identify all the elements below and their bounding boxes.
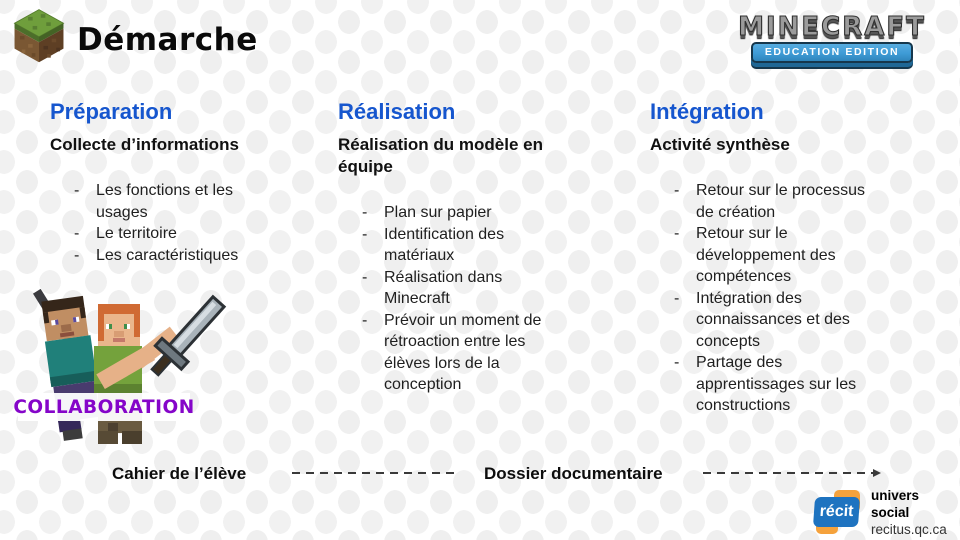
page-title: Démarche: [77, 22, 258, 58]
list-item: - Prévoir un moment de rétroaction entre les élèves lors de la conception: [384, 310, 559, 396]
list-item: - Le territoire: [96, 223, 261, 245]
minecraft-wordmark: MINECRAFT: [738, 12, 926, 42]
column-heading: Préparation: [50, 99, 173, 124]
column-subheading: Collecte d’informations: [50, 135, 239, 154]
list-item: - Retour sur le processus de création: [696, 180, 886, 223]
arrow-right-icon: [873, 469, 881, 477]
column-realisation: [338, 99, 600, 396]
bullet-list: [338, 202, 600, 396]
column-heading: Réalisation: [338, 99, 456, 124]
column-subheading: Réalisation du modèle en équipe: [338, 135, 543, 176]
bullet-list: [50, 180, 322, 266]
dashed-line: [703, 472, 875, 475]
list-item: - Plan sur papier: [384, 202, 559, 224]
list-item: - Identification des matériaux: [384, 224, 559, 267]
recit-logo-icon: [814, 490, 862, 536]
recit-logo-text: [871, 487, 960, 538]
list-item: - Partage des apprentissages sur les constructions: [696, 352, 886, 417]
education-edition-ribbon: EDUCATION EDITION: [751, 42, 913, 63]
dashed-line: [292, 472, 455, 475]
logo-line-univers-social: univers social: [871, 488, 920, 520]
list-item: - Retour sur le développement des compétences: [696, 223, 886, 288]
column-subheading: Activité synthèse: [650, 135, 790, 154]
footer-label-dossier: Dossier documentaire: [484, 464, 663, 483]
collaboration-label: COLLABORATION: [18, 393, 190, 421]
recit-wordmark: récit: [813, 497, 860, 527]
grass-block-icon: [10, 6, 68, 64]
minecraft-education-logo: [722, 12, 942, 63]
recit-logo-block: [814, 487, 960, 538]
bullet-list: [650, 180, 938, 417]
list-item: - Réalisation dans Minecraft: [384, 267, 559, 310]
dashed-connector: [292, 468, 455, 478]
column-heading: Intégration: [650, 99, 764, 124]
list-item: - Intégration des connaissances et des concepts: [696, 288, 886, 353]
minecraft-characters-image: [10, 282, 228, 460]
column-integration: [650, 99, 938, 417]
footer-label-cahier: Cahier de l’élève: [112, 464, 247, 483]
dashed-arrow-connector: [703, 468, 881, 478]
column-preparation: [50, 99, 322, 266]
logo-line-url: recitus.qc.ca: [871, 522, 947, 537]
list-item: - Les fonctions et les usages: [96, 180, 261, 223]
list-item: - Les caractéristiques: [96, 245, 261, 267]
